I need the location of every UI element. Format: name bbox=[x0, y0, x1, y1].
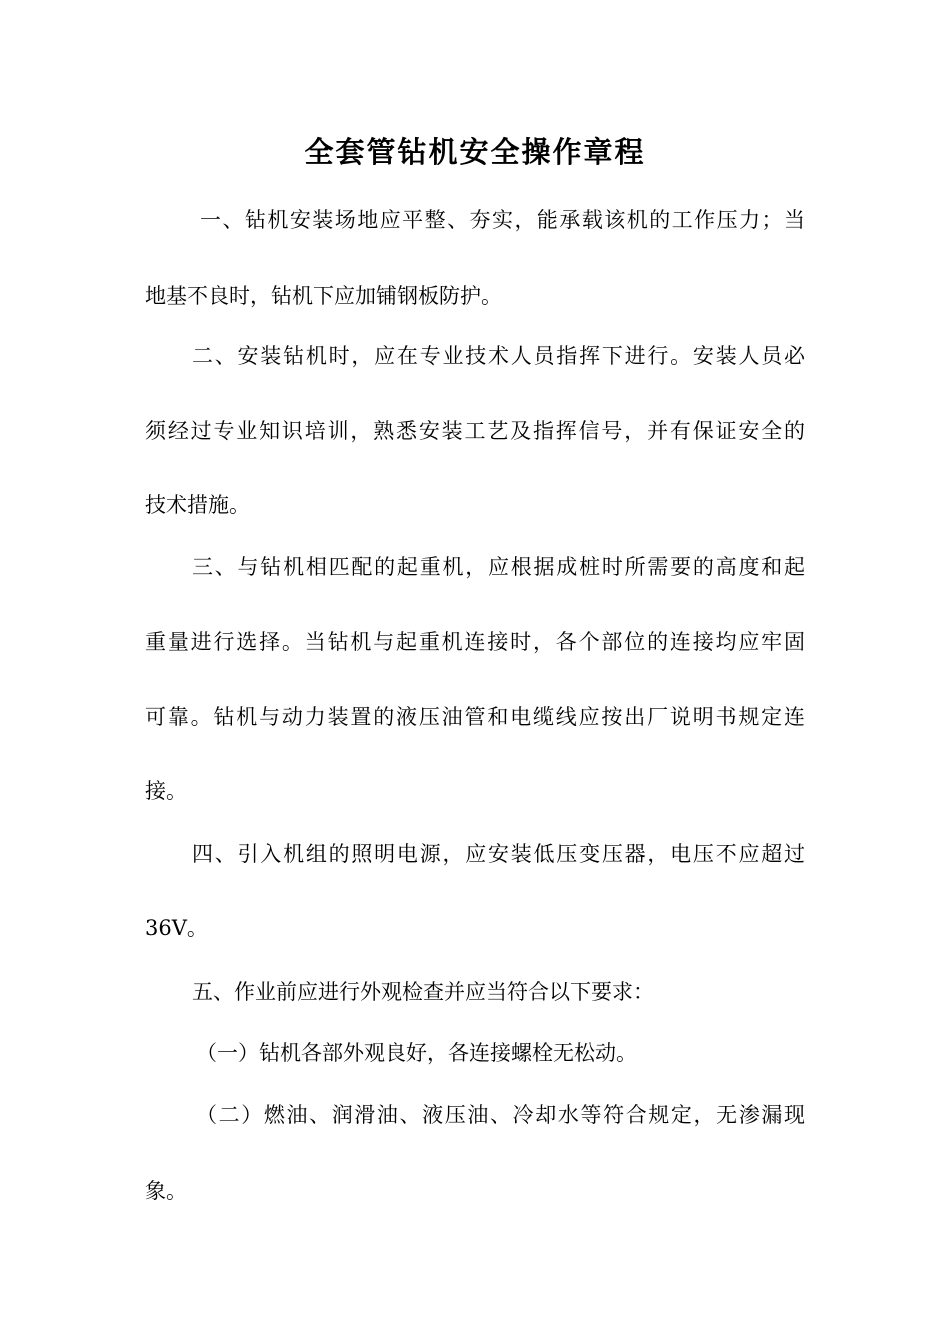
paragraph-4-line-1: 四、引入机组的照明电源，应安装低压变压器，电压不应超过 bbox=[192, 842, 805, 866]
paragraph-3-line-3: 可靠。钻机与动力装置的液压油管和电缆线应按出厂说明书规定连 bbox=[145, 705, 805, 729]
paragraph-3-line-4: 接。 bbox=[145, 779, 187, 803]
paragraph-2-line-3: 技术措施。 bbox=[145, 493, 250, 517]
item-2-line-2: 象。 bbox=[145, 1179, 187, 1203]
item-2-line-1: （二）燃油、润滑油、液压油、冷却水等符合规定，无渗漏现 bbox=[196, 1103, 805, 1127]
item-1-line-1: （一）钻机各部外观良好，各连接螺栓无松动。 bbox=[196, 1041, 637, 1065]
paragraph-4-line-2: 36V。 bbox=[145, 916, 208, 940]
paragraph-3-line-1: 三、与钻机相匹配的起重机，应根据成桩时所需要的高度和起 bbox=[192, 555, 805, 579]
paragraph-1-line-2: 地基不良时，钻机下应加铺钢板防护。 bbox=[145, 284, 502, 308]
paragraph-1-line-1: 一、钻机安装场地应平整、夯实，能承载该机的工作压力；当 bbox=[200, 208, 805, 232]
paragraph-2-line-1: 二、安装钻机时，应在专业技术人员指挥下进行。安装人员必 bbox=[192, 344, 805, 368]
paragraph-5-line-1: 五、作业前应进行外观检查并应当符合以下要求： bbox=[192, 980, 654, 1004]
paragraph-2-line-2: 须经过专业知识培训，熟悉安装工艺及指挥信号，并有保证安全的 bbox=[145, 419, 805, 443]
paragraph-3-line-2: 重量进行选择。当钻机与起重机连接时，各个部位的连接均应牢固 bbox=[145, 630, 805, 654]
document-title: 全套管钻机安全操作章程 bbox=[304, 135, 646, 169]
